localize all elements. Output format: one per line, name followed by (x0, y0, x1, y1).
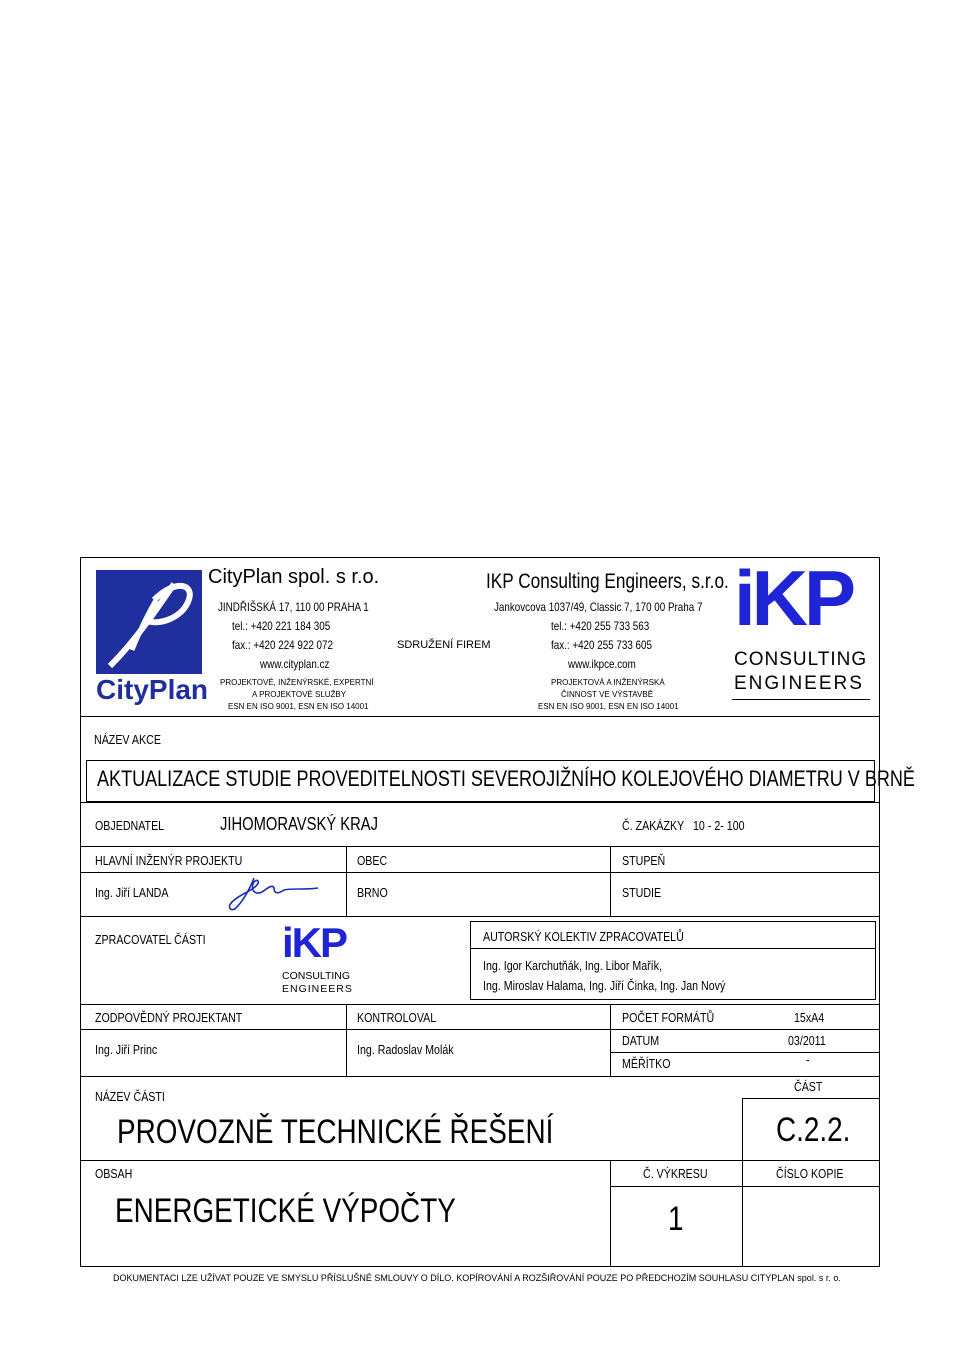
drawing-no-label: Č. VÝKRESU (643, 1166, 708, 1181)
ikp-name: IKP Consulting Engineers, s.r.o. (486, 570, 729, 593)
format-count-value: 15xA4 (794, 1010, 825, 1025)
responsible-label: ZODPOVĚDNÝ PROJEKTANT (95, 1010, 243, 1025)
part-label: ČÁST (794, 1079, 823, 1094)
ikp-logo-line1: CONSULTING (734, 649, 868, 670)
ikp-logo-rule (732, 699, 870, 700)
order-value: 10 - 2- 100 (693, 818, 745, 833)
row-divider-stage (80, 916, 880, 917)
col-divider-a (346, 846, 347, 916)
format-count-label: POČET FORMÁTŮ (622, 1010, 715, 1025)
authors-divider (470, 948, 876, 949)
client-label: OBJEDNATEL (95, 818, 165, 833)
chief-engineer-label: HLAVNÍ INŽENÝR PROJEKTU (95, 853, 243, 868)
signature (214, 874, 324, 914)
content-value: ENERGETICKÉ VÝPOČTY (115, 1192, 456, 1230)
order-label: Č. ZAKÁZKY (622, 818, 685, 833)
part-value: C.2.2. (776, 1111, 851, 1149)
authors-line1: Ing. Igor Karchutňák, Ing. Libor Mařík, (483, 958, 662, 973)
cityplan-fax: fax.: +420 224 922 072 (232, 638, 333, 652)
row-divider-chief (80, 872, 880, 873)
scale-label: MĚŘÍTKO (622, 1056, 671, 1071)
cityplan-web: www.cityplan.cz (260, 657, 330, 671)
association-label: SDRUŽENÍ FIREM (397, 639, 491, 651)
ikp-logo-text: iKP (734, 554, 853, 642)
footer-note: DOKUMENTACI LZE UŽÍVAT POUZE VE SMYSLU PŘÍSLUŠNÉ SMLOUVY O DÍLO. KOPÍROVÁNÍ A ROZŠIŘOVÁNÍ POUZE PO PŘEDCHOZÍM SOUHLASU CITYPLAN spol. s r. o. (113, 1273, 841, 1283)
copy-no-label: ČÍSLO KOPIE (776, 1166, 844, 1181)
row-divider-date (610, 1052, 880, 1053)
project-title: AKTUALIZACE STUDIE PROVEDITELNOSTI SEVEROJIŽNÍHO KOLEJOVÉHO DIAMETRU V BRNĚ (97, 766, 915, 791)
col-divider-content-b (742, 1160, 743, 1267)
row-divider-content (610, 1186, 880, 1187)
part-name-label: NÁZEV ČÁSTI (95, 1089, 165, 1104)
part-processor-label: ZPRACOVATEL ČÁSTI (95, 932, 206, 947)
ikp-logo-small-text: iKP (282, 919, 347, 966)
project-label: NÁZEV AKCE (94, 732, 161, 747)
municipality-label: OBEC (357, 853, 388, 868)
cityplan-tel: tel.: +420 221 184 305 (232, 619, 331, 633)
authors-line2: Ing. Miroslav Halama, Ing. Jiří Činka, Ing. Jan Nový (483, 978, 726, 993)
client-divider (80, 846, 880, 847)
row-divider-part (80, 1160, 880, 1161)
ikp-fax: fax.: +420 255 733 605 (551, 638, 652, 652)
content-label: OBSAH (95, 1166, 133, 1181)
part-box-top (742, 1098, 880, 1099)
checked-label: KONTROLOVAL (357, 1010, 437, 1025)
cityplan-logo-text: CityPlan (96, 674, 209, 705)
col-divider-content-a (610, 1160, 611, 1267)
chief-engineer-value: Ing. Jiří LANDA (95, 885, 169, 900)
row-divider-meta (80, 1076, 880, 1077)
cityplan-iso: ESN EN ISO 9001, ESN EN ISO 14001 (228, 702, 369, 711)
client-value: JIHOMORAVSKÝ KRAJ (220, 814, 379, 834)
municipality-value: BRNO (357, 885, 388, 900)
col-divider-d (610, 1004, 611, 1076)
cityplan-name: CityPlan spol. s r.o. (208, 566, 380, 588)
stage-label: STUPEŇ (622, 853, 666, 868)
col-divider-c (346, 1004, 347, 1076)
cityplan-address: JINDŘIŠSKÁ 17, 110 00 PRAHA 1 (218, 600, 369, 614)
date-label: DATUM (622, 1033, 660, 1048)
date-value: 03/2011 (788, 1033, 826, 1048)
ikp-tel: tel.: +420 255 733 563 (551, 619, 650, 633)
row-divider-responsible (80, 1029, 880, 1030)
ikp-logo-small (282, 919, 357, 998)
ikp-iso: ESN EN ISO 9001, ESN EN ISO 14001 (538, 702, 679, 711)
ikp-logo-small-line2: ENGINEERS (282, 983, 353, 995)
header-divider (80, 716, 880, 717)
cityplan-services-1: PROJEKTOVÉ, INŽENÝRSKÉ, EXPERTNÍ (220, 678, 374, 687)
scale-value: - (806, 1052, 810, 1067)
row-divider-processor (80, 1004, 880, 1005)
ikp-services-1: PROJEKTOVÁ A INŽENÝRSKÁ (551, 678, 665, 687)
stage-value: STUDIE (622, 885, 662, 900)
ikp-logo-line2: ENGINEERS (734, 673, 864, 694)
ikp-services-2: ČINNOST VE VÝSTAVBĚ (561, 690, 654, 699)
col-divider-part (742, 1098, 743, 1160)
col-divider-b (610, 846, 611, 916)
ikp-address: Jankovcova 1037/49, Classic 7, 170 00 Praha 7 (494, 600, 703, 614)
ikp-web: www.ikpce.com (568, 657, 636, 671)
authors-label: AUTORSKÝ KOLEKTIV ZPRACOVATELŮ (483, 929, 684, 944)
checked-value: Ing. Radoslav Molák (357, 1042, 454, 1057)
project-divider (80, 802, 880, 803)
cityplan-logo (96, 570, 209, 713)
ikp-logo-small-line1: CONSULTING (282, 970, 351, 982)
part-name-value: PROVOZNĚ TECHNICKÉ ŘEŠENÍ (117, 1113, 554, 1151)
drawing-no-value: 1 (668, 1200, 684, 1238)
cityplan-services-2: A PROJEKTOVÉ SLUŽBY (252, 690, 347, 699)
ikp-logo (732, 554, 872, 702)
responsible-value: Ing. Jiří Princ (95, 1042, 158, 1057)
